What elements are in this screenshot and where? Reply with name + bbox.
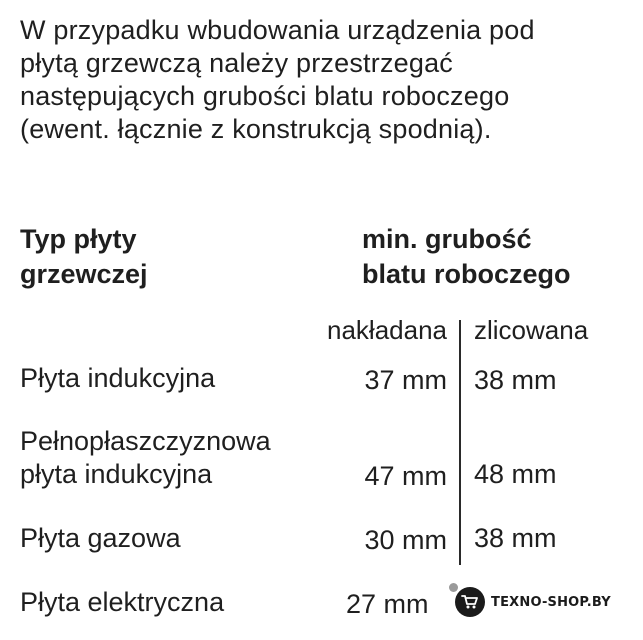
column-header-type xyxy=(20,222,148,292)
intro-line: następujących grubości blatu roboczego xyxy=(20,81,510,111)
row-label-induction xyxy=(20,362,215,395)
column-header-thickness xyxy=(362,222,571,292)
intro-line: (ewent. łącznie z konstrukcją spodnią). xyxy=(20,114,492,144)
row-label-line: Płyta elektryczna xyxy=(20,587,225,617)
value-nakladana-induction: 37 mm xyxy=(364,365,447,395)
value-zlicowana-gas: 38 mm xyxy=(474,523,557,553)
row-label-line: Pełnopłaszczyznowa xyxy=(20,426,271,456)
row-label-line: Płyta gazowa xyxy=(20,523,181,553)
value-zlicowana-full-surface: 48 mm xyxy=(474,459,557,489)
value-nakladana-full-surface: 47 mm xyxy=(364,461,447,491)
value-nakladana-gas: 30 mm xyxy=(364,525,447,555)
row-label-gas xyxy=(20,522,181,555)
subheader-nakladana: nakładana xyxy=(327,315,447,345)
watermark-text: TEXNO-SHOP.BY xyxy=(491,594,611,610)
row-label-electric xyxy=(20,586,224,619)
logo-badge xyxy=(455,587,485,617)
row-label-line: płyta indukcyjna xyxy=(20,459,213,489)
intro-line: W przypadku wbudowania urządzenia pod xyxy=(20,15,535,45)
row-label-line: Płyta indukcyjna xyxy=(20,363,216,393)
value-nakladana-electric: 27 mm xyxy=(346,589,429,619)
intro-line: płytą grzewczą należy przestrzegać xyxy=(20,48,453,78)
value-zlicowana-induction: 38 mm xyxy=(474,365,557,395)
intro-paragraph xyxy=(20,14,640,146)
row-label-full-surface-induction xyxy=(20,425,271,491)
header-line: grzewczej xyxy=(20,259,148,289)
header-line: blatu roboczego xyxy=(362,259,571,289)
shopping-cart-icon xyxy=(461,594,479,610)
column-divider xyxy=(459,320,461,565)
logo-dot xyxy=(449,583,458,592)
header-line: Typ płyty xyxy=(20,224,137,254)
subheader-zlicowana: zlicowana xyxy=(474,315,589,345)
header-line: min. grubość xyxy=(362,224,532,254)
watermark-logo xyxy=(455,585,611,619)
